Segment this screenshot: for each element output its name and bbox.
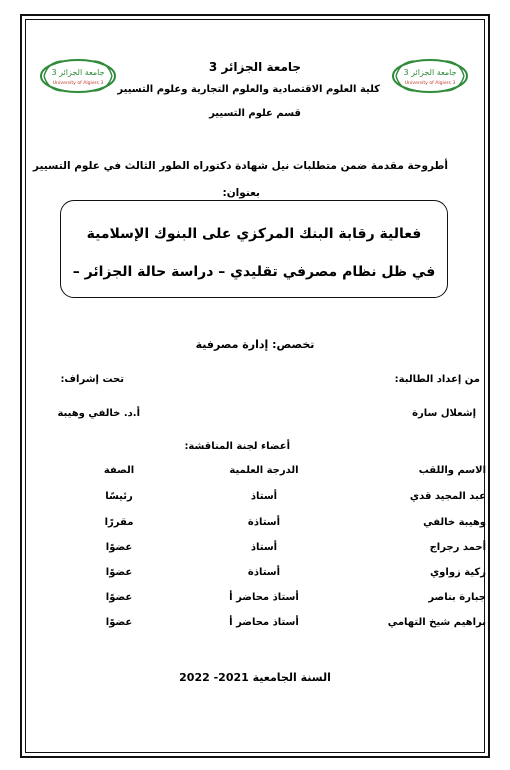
member-name: عبد المجيد قدي (409, 491, 486, 502)
logo-left-arabic: جامعة الجزائر 3 (51, 68, 105, 77)
member-rank: أستاذ محاضر أ (229, 592, 299, 603)
member-rank: أستاذة (247, 567, 281, 578)
department-name: قسم علوم التسيير (209, 108, 301, 119)
column-header-rank: الدرجة العلمية (229, 465, 299, 476)
supervisor-label: تحت إشراف: (60, 374, 124, 385)
supervisor-name: أ.د. خالفي وهيبة (57, 408, 140, 419)
member-name: جبارة بناصر (428, 592, 486, 603)
member-role: رئيسًا (105, 491, 133, 502)
member-rank: أستاذ محاضر أ (229, 617, 299, 628)
page-border-inner (25, 19, 485, 753)
member-name: أحمد رجراج (429, 542, 486, 553)
member-name: زكية زواوي (430, 567, 486, 578)
member-rank: أستاذ (250, 491, 278, 502)
member-role: مقررًا (104, 517, 134, 528)
logo-left-english: University of Algiers 3 (52, 81, 104, 86)
member-role: عضوًا (105, 592, 133, 603)
academic-year: السنة الجامعية 2021- 2022 (179, 671, 331, 684)
title-label: بعنوان: (222, 187, 260, 199)
member-role: عضوًا (105, 542, 133, 553)
member-role: عضوًا (105, 567, 133, 578)
member-rank: أستاذ (250, 542, 278, 553)
member-role: عضوًا (105, 617, 133, 628)
column-header-name: الاسم واللقب (418, 465, 486, 476)
committee-heading: أعضاء لجنة المناقشة: (184, 441, 290, 452)
university-logo-left (38, 56, 118, 96)
university-logo-right (390, 56, 470, 96)
member-rank: أستاذة (247, 517, 281, 528)
logo-right-arabic: جامعة الجزائر 3 (403, 68, 457, 77)
student-name: إشعلال سارة (412, 408, 476, 419)
thesis-title-line-2: في ظل نظام مصرفي تقليدي – دراسة حالة الجزائر – (72, 264, 436, 280)
faculty-name: كلية العلوم الاقتصادية والعلوم التجارية وعلوم التسيير (117, 84, 380, 95)
thesis-title-box (60, 200, 448, 298)
specialty: تخصص: إدارة مصرفية (195, 338, 315, 351)
logo-right-english: University of Algiers 3 (404, 81, 456, 86)
thesis-intro: أطروحة مقدمة ضمن متطلبات نيل شهادة دكتوراه الطور الثالث في علوم التسيير (32, 160, 448, 172)
member-name: وهيبة خالفي (423, 517, 486, 528)
thesis-title-line-1: فعالية رقابة البنك المركزي على البنوك الإسلامية (86, 226, 422, 242)
column-header-role: الصفة (103, 465, 135, 476)
member-name: براهيم شيخ التهامي (387, 617, 486, 628)
university-name: جامعة الجزائر 3 (208, 60, 302, 74)
student-label: من إعداد الطالبة: (394, 374, 480, 385)
